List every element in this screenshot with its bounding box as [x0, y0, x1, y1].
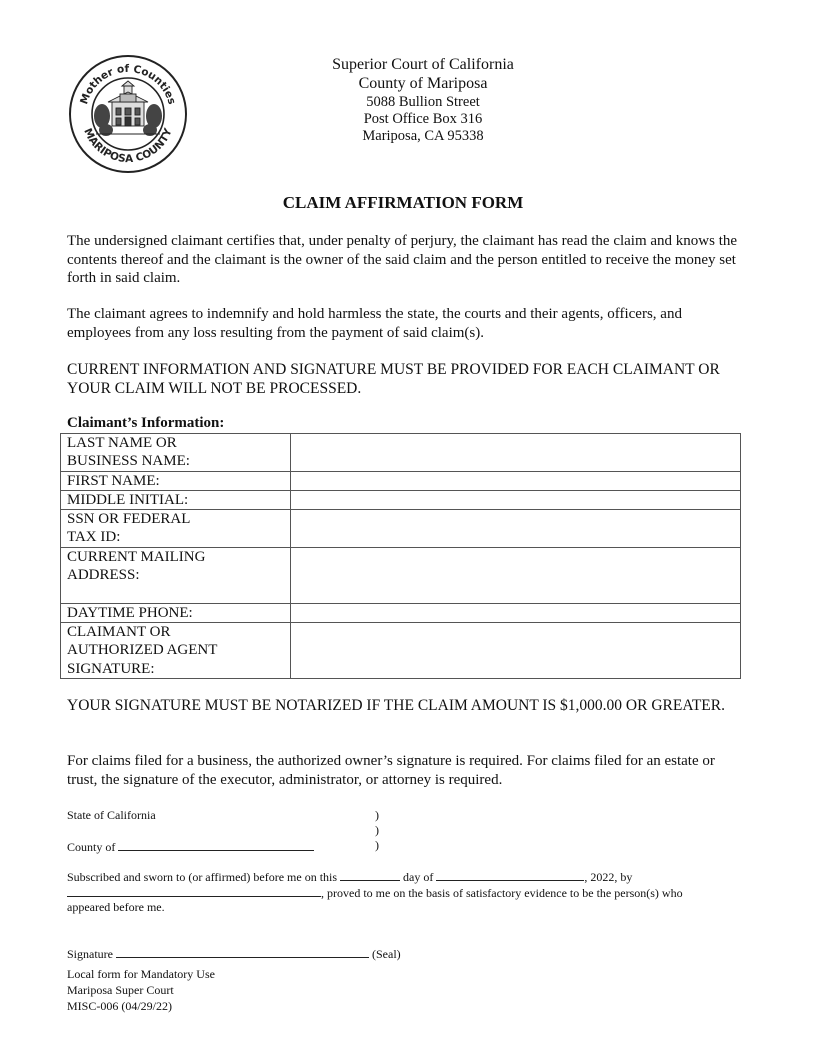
sworn-line: Subscribed and sworn to (or affirmed) before me on this day of , 2022, by: [67, 870, 633, 884]
business-signature-paragraph: For claims filed for a business, the authorized owner’s signature is required. For claims filed for an estate or trust, the signature of the executor, administrator, or attorney is required.: [67, 753, 715, 788]
notarize-notice: YOUR SIGNATURE MUST BE NOTARIZED IF THE CLAIM AMOUNT IS $1,000.00 OR GREATER.: [67, 697, 725, 714]
table-row: [61, 547, 741, 603]
table-row: [61, 471, 741, 490]
month-blank[interactable]: [436, 868, 584, 881]
certification-paragraph: The undersigned claimant certifies that, under penalty of perjury, the claimant has read the claim and knows the contents thereof and the claimant is the owner of the said claim and the person entitled to receive the money set forth in said claim.: [67, 233, 738, 286]
last-name-field[interactable]: [291, 434, 741, 472]
middle-initial-field[interactable]: [291, 490, 741, 509]
claimant-info-table: [60, 433, 741, 679]
mailing-address-field[interactable]: [291, 547, 741, 603]
table-row: [61, 623, 741, 679]
paren-1: ): [375, 808, 379, 822]
footer-line-2: Mariposa Super Court: [67, 983, 174, 997]
county-blank[interactable]: [118, 838, 314, 851]
day-blank[interactable]: [340, 868, 400, 881]
notary-signature-blank[interactable]: [116, 945, 369, 958]
street-address: 5088 Bullion Street: [366, 94, 480, 110]
paren-3: ): [375, 838, 379, 852]
person-name-blank[interactable]: [67, 884, 321, 897]
daytime-phone-label: DAYTIME PHONE:: [61, 603, 291, 622]
city-state-zip: Mariposa, CA 95338: [362, 128, 484, 144]
state-label: State of California: [67, 808, 156, 822]
table-row: [61, 434, 741, 472]
proved-line: , proved to me on the basis of satisfactory evidence to be the person(s) who: [67, 884, 683, 900]
county-name: County of Mariposa: [358, 75, 488, 92]
middle-initial-label: MIDDLE INITIAL:: [61, 490, 291, 509]
first-name-field[interactable]: [291, 471, 741, 490]
first-name-label: FIRST NAME:: [61, 471, 291, 490]
svg-text:MARIPOSA COUNTY: MARIPOSA COUNTY: [81, 126, 175, 166]
paren-2: ): [375, 823, 379, 837]
mailing-address-label: CURRENT MAILING ADDRESS:: [61, 547, 291, 603]
footer-line-1: Local form for Mandatory Use: [67, 967, 215, 981]
last-name-label: LAST NAME OR BUSINESS NAME:: [61, 434, 291, 472]
table-row: [61, 510, 741, 548]
po-box: Post Office Box 316: [363, 111, 483, 127]
required-info-notice: CURRENT INFORMATION AND SIGNATURE MUST BE PROVIDED FOR EACH CLAIMANT OR YOUR CLAIM WILL NOT BE PROCESSED.: [67, 361, 720, 397]
table-row: [61, 603, 741, 622]
court-name: Superior Court of California: [332, 56, 514, 73]
table-row: [61, 490, 741, 509]
tax-id-field[interactable]: [291, 510, 741, 548]
svg-text:Mother of Counties: Mother of Counties: [78, 62, 178, 106]
daytime-phone-field[interactable]: [291, 603, 741, 622]
county-line: County of: [67, 838, 314, 854]
claimant-info-heading: Claimant’s Information:: [67, 415, 225, 431]
form-number: MISC-006 (04/29/22): [67, 999, 172, 1013]
form-title: CLAIM AFFIRMATION FORM: [282, 193, 524, 212]
signature-label: CLAIMANT OR AUTHORIZED AGENT SIGNATURE:: [61, 623, 291, 679]
signature-field[interactable]: [291, 623, 741, 679]
appeared-line: appeared before me.: [67, 900, 165, 914]
tax-id-label: SSN OR FEDERAL TAX ID:: [61, 510, 291, 548]
notary-signature-line: Signature (Seal): [67, 947, 401, 961]
indemnify-paragraph: The claimant agrees to indemnify and hold harmless the state, the courts and their agents, officers, and employees from any loss resulting from the payment of said claim(s).: [67, 306, 682, 341]
